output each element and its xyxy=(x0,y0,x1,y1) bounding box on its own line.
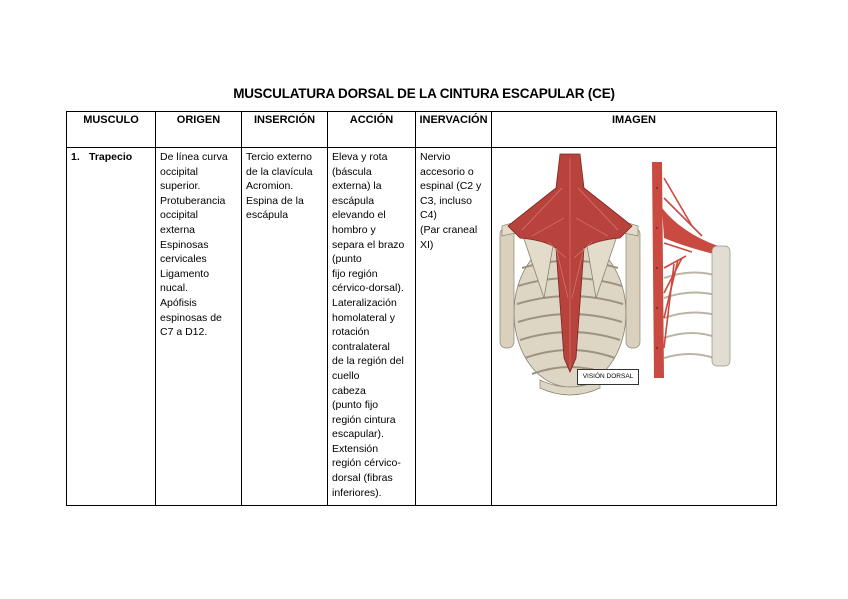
cell-line: C7 a D12. xyxy=(160,326,208,339)
cell-line: Apófisis xyxy=(160,296,197,309)
cell-line: hombro y xyxy=(332,223,376,236)
cell-line: (punto xyxy=(332,253,362,266)
cell-line: Extensión xyxy=(332,442,379,455)
cell-line: occipital xyxy=(160,209,198,222)
cell-line: región cérvico- xyxy=(332,457,401,470)
cell-accion xyxy=(328,148,416,506)
cell-line: Lateralización xyxy=(332,296,397,309)
table-row xyxy=(67,148,777,506)
header-accion: ACCIÓN xyxy=(328,112,416,148)
muscle-table xyxy=(66,111,777,506)
cell-imagen xyxy=(492,148,777,506)
table-header-row xyxy=(67,112,777,148)
header-origen: ORIGEN xyxy=(156,112,242,148)
cell-line: cérvico-dorsal). xyxy=(332,282,404,295)
cell-line: espinal (C2 y xyxy=(420,180,482,193)
cell-line: Eleva y rota xyxy=(332,151,388,163)
cell-line: Acromion. xyxy=(246,180,294,193)
cell-line: occipital xyxy=(160,165,198,178)
cell-line: inferiores). xyxy=(332,486,382,499)
cell-line: dorsal (fibras xyxy=(332,472,393,485)
cell-inervacion xyxy=(416,148,492,506)
cell-line: contralateral xyxy=(332,340,390,353)
cell-line: de la región del xyxy=(332,355,404,368)
header-musculo: MUSCULO xyxy=(67,112,156,148)
cell-line: Espinosas xyxy=(160,238,209,251)
cell-musculo xyxy=(67,148,156,506)
cell-line: C3, incluso xyxy=(420,194,472,207)
cell-line: escapular). xyxy=(332,428,384,441)
cell-line: rotación xyxy=(332,326,370,339)
cell-line: región cintura xyxy=(332,413,396,426)
page-title: MUSCULATURA DORSAL DE LA CINTURA ESCAPULAR (CE) xyxy=(233,86,615,101)
trapezius-illustration xyxy=(492,148,777,503)
header-insercion: INSERCIÓN xyxy=(242,112,328,148)
cell-line: (Par craneal xyxy=(420,223,478,236)
cell-line: Nervio xyxy=(420,151,451,163)
cell-line: externa) la xyxy=(332,180,382,193)
header-inervacion: INERVACIÓN xyxy=(416,112,492,148)
muscle-name: Trapecio xyxy=(89,151,133,163)
cell-line: Ligamento xyxy=(160,267,210,280)
cell-insercion xyxy=(242,148,328,506)
cell-line: Protuberancia xyxy=(160,194,226,207)
row-number: 1. xyxy=(71,151,80,163)
cell-line: fijo región xyxy=(332,267,378,280)
cell-line: escápula xyxy=(246,209,289,222)
cell-line: cuello xyxy=(332,369,360,382)
header-imagen: IMAGEN xyxy=(492,112,777,148)
cell-line: homolateral y xyxy=(332,311,396,324)
cell-line: escápula xyxy=(332,194,375,207)
cell-line: externa xyxy=(160,223,196,236)
cell-line: elevando el xyxy=(332,209,386,222)
cell-origen xyxy=(156,148,242,506)
cell-line: accesorio o xyxy=(420,165,474,178)
cell-line: Espina de la xyxy=(246,194,304,207)
lateral-view-figure xyxy=(652,162,730,378)
cell-line: de la clavícula xyxy=(246,165,313,178)
cell-line: nucal. xyxy=(160,282,189,295)
cell-line: C4) xyxy=(420,209,437,222)
cell-line: De línea curva xyxy=(160,151,228,163)
dorsal-view-figure xyxy=(500,154,640,395)
cell-line: superior. xyxy=(160,180,201,193)
cell-line: XI) xyxy=(420,238,434,251)
cell-line: cervicales xyxy=(160,253,207,266)
cell-line: (punto fijo xyxy=(332,399,379,412)
cell-line: espinosas de xyxy=(160,311,222,324)
cell-line: (báscula xyxy=(332,165,372,178)
cell-line: separa el brazo xyxy=(332,238,405,251)
cell-line: Tercio externo xyxy=(246,151,312,163)
cell-line: cabeza xyxy=(332,384,366,397)
image-caption: VISIÓN DORSAL xyxy=(577,369,639,385)
anatomy-illustration xyxy=(492,148,776,505)
